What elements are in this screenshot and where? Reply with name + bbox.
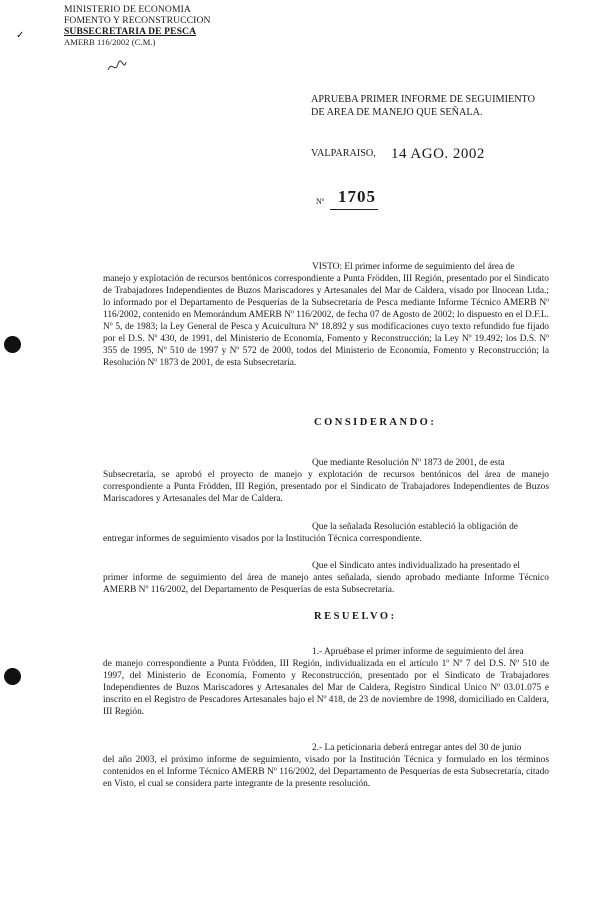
letterhead-ministry-2: FOMENTO Y RECONSTRUCCION <box>64 15 211 26</box>
visto-first-line: VISTO: El primer informe de seguimiento del área de <box>312 262 515 272</box>
place-label: VALPARAISO, <box>311 148 376 159</box>
date-stamp: 14 AGO. 2002 <box>391 146 485 162</box>
considerando-paragraph-2 <box>103 521 549 545</box>
number-label: Nº <box>316 197 325 206</box>
letterhead <box>64 4 211 48</box>
resolution-number: 1705 <box>338 187 376 206</box>
punch-hole-top <box>4 336 21 353</box>
initials-signature <box>106 58 128 76</box>
considerando-paragraph-3 <box>103 560 549 596</box>
number-underline <box>330 209 378 210</box>
margin-mark: ✓ <box>16 30 25 41</box>
resuelvo-1-body: de manejo correspondiente a Punta Frödden, III Región, individualizada en el artículo 1º Nº 7 del D.S. Nº 510 de 1997, del Ministerio de Economía, Fomento y Reconstrucción, presentado por el Sindicato de Trabajadores Independientes de Buzos Mariscadores y Artesanales del Mar de Caldera, Registro Sindical Unico Nº 03.01.075 e inscrito en el Registro de Pescadores Artesanales bajo el Nº 418, de 23 de noviembre de 1998, domiciliado en Caldera, III Región. <box>103 659 549 717</box>
considerando-2-body: entregar informes de seguimiento visados por la Institución Técnica correspondiente. <box>103 534 422 544</box>
considerando-1-first-line: Que mediante Resolución Nº 1873 de 2001, de esta <box>312 458 505 468</box>
letterhead-reference: AMERB 116/2002 (C.M.) <box>64 37 156 47</box>
resuelvo-paragraph-1 <box>103 646 549 718</box>
considerando-2-first-line: Que la señalada Resolución estableció la obligación de <box>312 522 518 532</box>
considerando-3-body: primer informe de seguimiento del área de manejo antes señalada, siendo aprobado mediante Informe Técnico AMERB Nº 116/2002, del Departamento de Pesquerías de esta Subsecretaría. <box>103 573 549 595</box>
resuelvo-heading: RESUELVO: <box>314 611 397 622</box>
punch-hole-bottom <box>4 668 21 685</box>
visto-body: manejo y explotación de recursos bentónicos correspondiente a Punta Frödden, III Región, presentado por el Sindicato de Trabajadores Independientes de Buzos Mariscadores y Artesanales del Mar de Caldera, visado por Ilnocean Ltda.; lo informado por el Departamento de Pesquerías de la Subsecretaría de Pesca mediante Informe Técnico AMERB Nº 116/2002, contenido en Memorándum AMERB Nº 116/2002, de fecha 07 de Agosto de 2002; lo dispuesto en el D.F.L. Nº 5, de 1983; la Ley General de Pesca y Acuicultura Nº 18.892 y sus modificaciones cuyo texto refundido fue fijado por el D.S. Nº 430, de 1991, del Ministerio de Economía, Fomento y Reconstrucción; la Ley Nº 19.492; los D.S. Nº 355 de 1995, Nº 510 de 1997 y Nº 572 de 2000, todos del Ministerio de Economía, Fomento y Reconstrucción; la Resolución Nº 1873 de 2001, de esta Subsecretaría. <box>103 274 549 368</box>
title-line-2: DE AREA DE MANEJO QUE SEÑALA. <box>311 107 483 118</box>
considerando-paragraph-1 <box>103 457 549 505</box>
resuelvo-paragraph-2 <box>103 742 549 790</box>
resuelvo-1-first-line: 1.- Apruébase el primer informe de seguimiento del área <box>312 647 524 657</box>
letterhead-ministry: MINISTERIO DE ECONOMIA <box>64 4 191 15</box>
letterhead-subsecretaria: SUBSECRETARIA DE PESCA <box>64 26 197 37</box>
visto-paragraph <box>103 261 549 369</box>
considerando-heading: CONSIDERANDO: <box>314 417 437 428</box>
considerando-3-first-line: Que el Sindicato antes individualizado ha presentado el <box>312 561 521 571</box>
considerando-1-body: Subsecretaría, se aprobó el proyecto de manejo y explotación de recursos bentónicos del área de manejo correspondiente a Punta Frödden, III Región, presentado por el Sindicato de Trabajadores Independientes de Buzos Mariscadores y Artesanales del Mar de Caldera. <box>103 470 549 504</box>
resuelvo-2-first-line: 2.- La peticionaria deberá entregar antes del 30 de junio <box>312 743 522 753</box>
title-line-1: APRUEBA PRIMER INFORME DE SEGUIMIENTO <box>311 94 535 105</box>
resolution-title <box>311 93 591 119</box>
resuelvo-2-body: del año 2003, el próximo informe de seguimiento, visado por la Institución Técnica y formulado en los términos contenidos en el Informe Técnico AMERB Nº 116/2002, del Departamento de Pesquerías de esta Subsecretaría, citado en Visto, el cual se considera parte integrante de la presente resolución. <box>103 755 549 789</box>
